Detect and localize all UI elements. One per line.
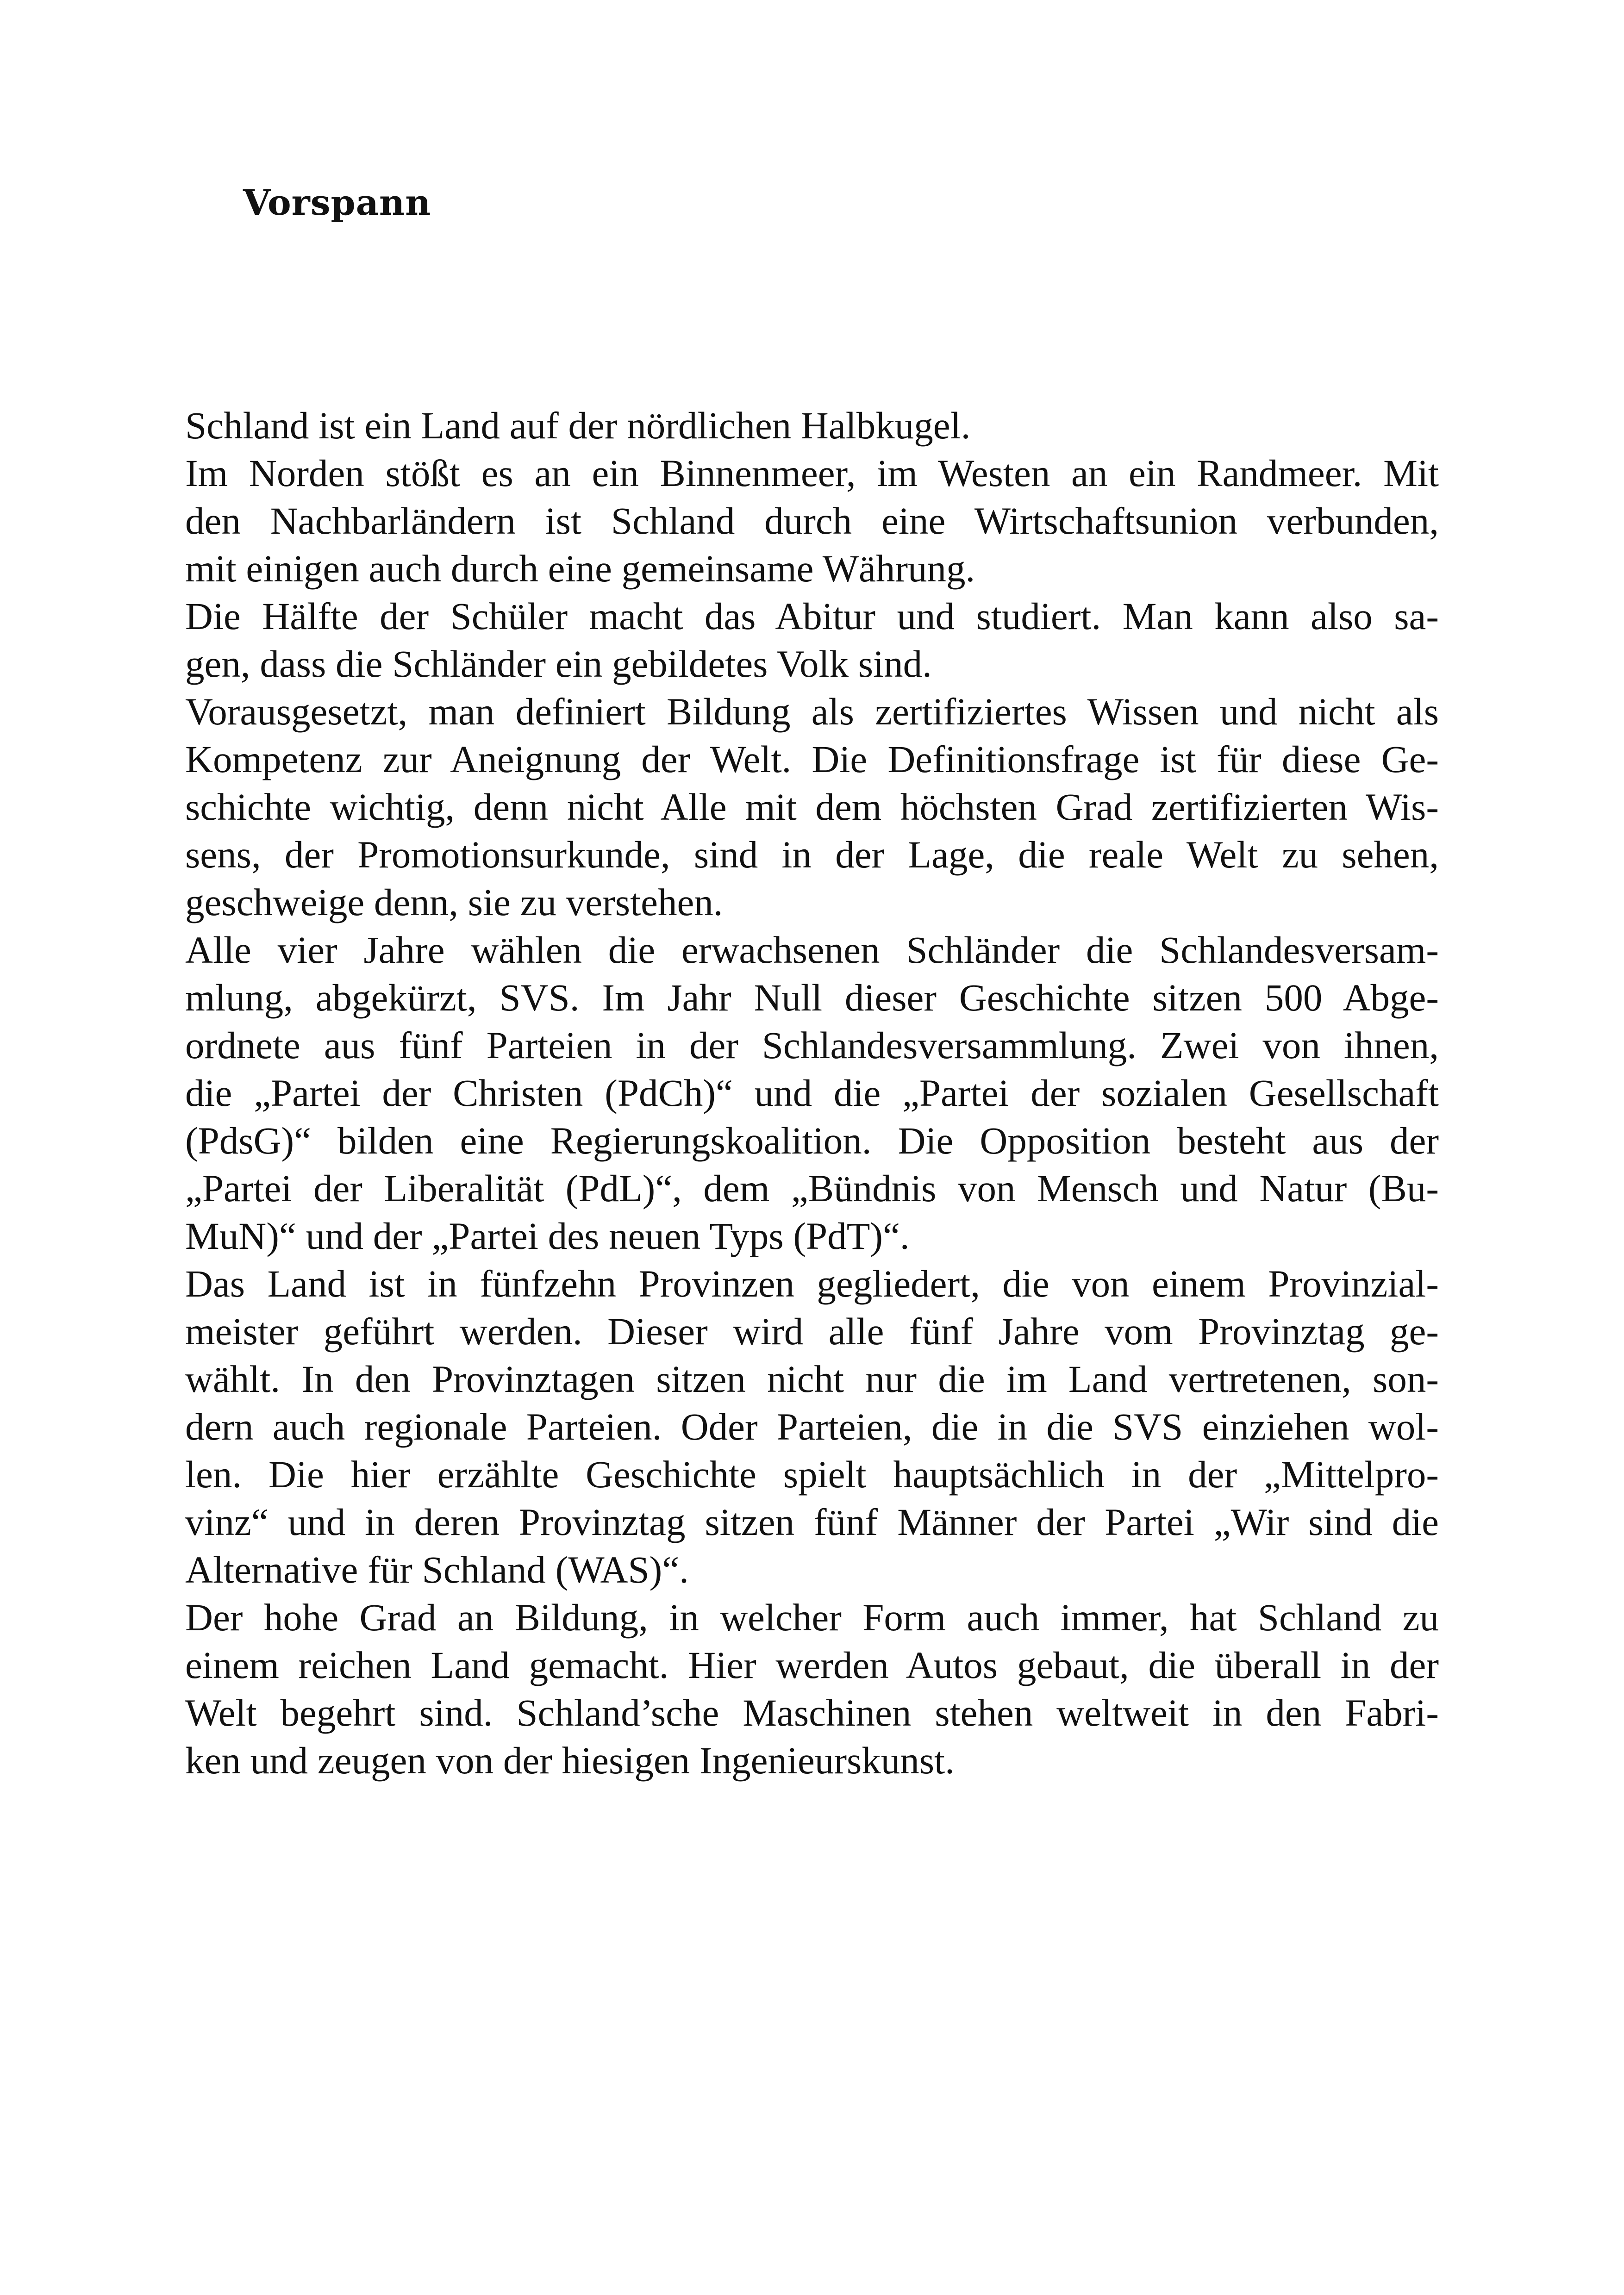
text-line: „Partei der Liberalität (PdL)“, dem „Bündnis von Mensch und Natur (Bu- xyxy=(185,1167,1439,1210)
text-line: schichte wichtig, denn nicht Alle mit dem höchsten Grad zertifizierten Wis- xyxy=(185,786,1439,828)
text-line: vinz“ und in deren Provinztag sitzen fünf Männer der Partei „Wir sind die xyxy=(185,1501,1439,1543)
text-line: Alternative für Schland (WAS)“. xyxy=(185,1548,689,1591)
text-line: meister geführt werden. Dieser wird alle fünf Jahre vom Provinztag ge- xyxy=(185,1310,1439,1353)
text-line: den Nachbarländern ist Schland durch eine Wirtschaftsunion verbunden, xyxy=(185,499,1439,542)
text-line: Das Land ist in fünfzehn Provinzen gegliedert, die von einem Provinzial- xyxy=(185,1262,1439,1305)
text-line: Vorausgesetzt, man definiert Bildung als zertifiziertes Wissen und nicht als xyxy=(185,690,1439,733)
text-line: Im Norden stößt es an ein Binnenmeer, im Westen an ein Randmeer. Mit xyxy=(185,452,1439,494)
paragraph xyxy=(185,926,1439,1260)
text-line: len. Die hier erzählte Geschichte spielt hauptsächlich in der „Mittelpro- xyxy=(185,1453,1439,1496)
paragraph xyxy=(185,449,1439,592)
page-heading: Vorspann xyxy=(243,182,431,223)
text-line: mit einigen auch durch eine gemeinsame Währung. xyxy=(185,547,975,590)
text-line: Die Hälfte der Schüler macht das Abitur und studiert. Man kann also sa- xyxy=(185,595,1439,637)
text-line: Welt begehrt sind. Schland’sche Maschinen stehen weltweit in den Fabri- xyxy=(185,1691,1439,1734)
text-line: Kompetenz zur Aneignung der Welt. Die Definitionsfrage ist für diese Ge- xyxy=(185,738,1439,780)
paragraph xyxy=(185,592,1439,688)
text-line: Schland ist ein Land auf der nördlichen Halbkugel. xyxy=(185,404,971,447)
paragraph xyxy=(185,688,1439,926)
body-text xyxy=(185,402,1439,1784)
text-line: geschweige denn, sie zu verstehen. xyxy=(185,881,723,923)
text-line: ordnete aus fünf Parteien in der Schlandesversammlung. Zwei von ihnen, xyxy=(185,1024,1439,1066)
text-line: wählt. In den Provinztagen sitzen nicht nur die im Land vertretenen, son- xyxy=(185,1358,1439,1400)
paragraph xyxy=(185,402,1439,449)
paragraph xyxy=(185,1594,1439,1784)
text-line: einem reichen Land gemacht. Hier werden Autos gebaut, die überall in der xyxy=(185,1644,1439,1686)
text-line: sens, der Promotionsurkunde, sind in der Lage, die reale Welt zu sehen, xyxy=(185,833,1439,876)
text-line: MuN)“ und der „Partei des neuen Typs (PdT)“. xyxy=(185,1215,910,1257)
text-line: dern auch regionale Parteien. Oder Parteien, die in die SVS einziehen wol- xyxy=(185,1405,1439,1448)
text-line: gen, dass die Schländer ein gebildetes Volk sind. xyxy=(185,642,932,685)
text-line: mlung, abgekürzt, SVS. Im Jahr Null dieser Geschichte sitzen 500 Abge- xyxy=(185,976,1439,1019)
text-line: (PdsG)“ bilden eine Regierungskoalition. Die Opposition besteht aus der xyxy=(185,1119,1439,1162)
text-line: Alle vier Jahre wählen die erwachsenen Schländer die Schlandesversam- xyxy=(185,929,1439,971)
text-line: die „Partei der Christen (PdCh)“ und die „Partei der sozialen Gesellschaft xyxy=(185,1072,1439,1114)
text-line: Der hohe Grad an Bildung, in welcher Form auch immer, hat Schland zu xyxy=(185,1596,1439,1639)
text-line: ken und zeugen von der hiesigen Ingenieurskunst. xyxy=(185,1739,955,1782)
paragraph xyxy=(185,1260,1439,1594)
